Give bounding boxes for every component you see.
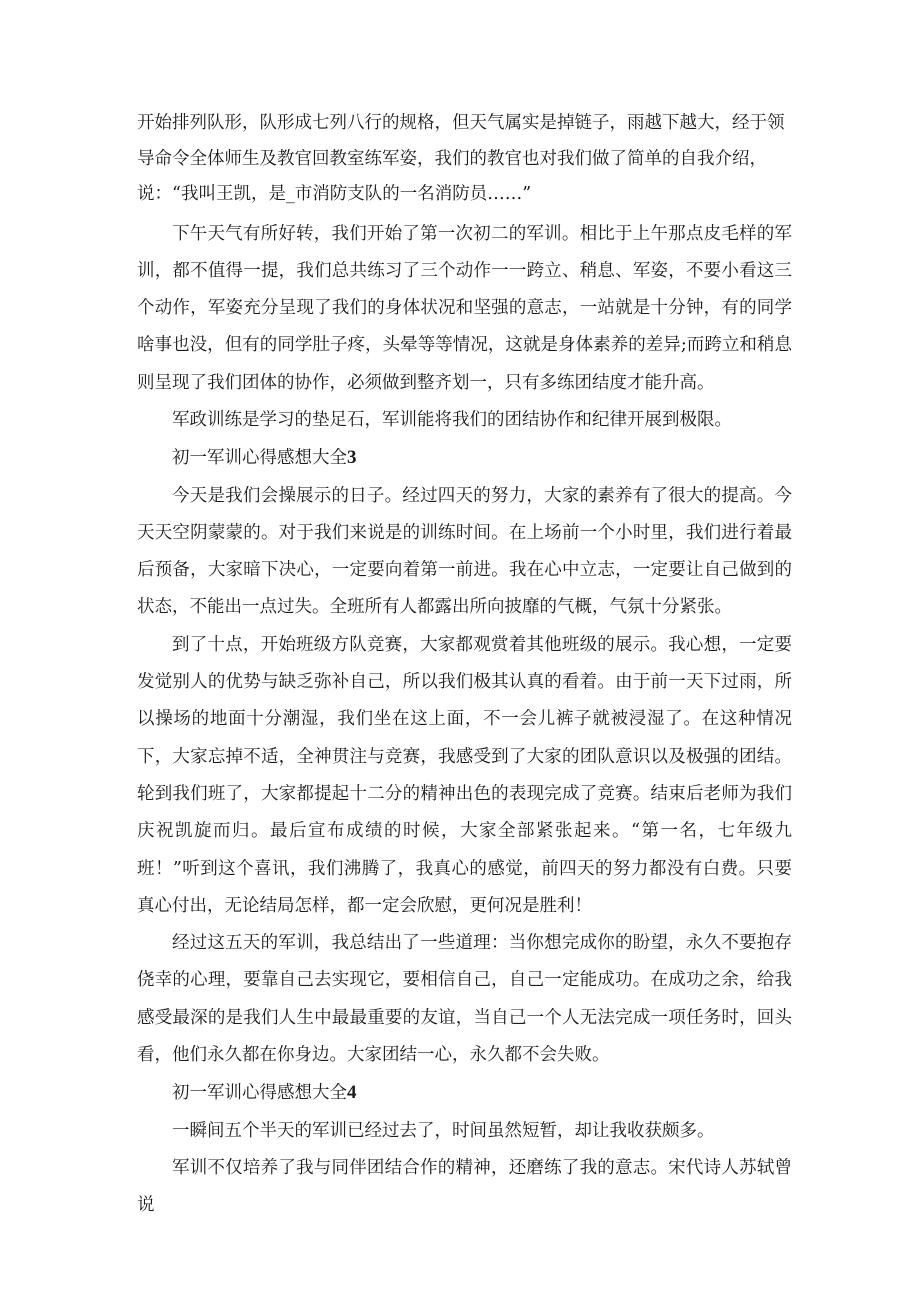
- document-body: [137, 106, 792, 1225]
- paragraph-teamwork: 军训不仅培养了我与同伴团结合作的精神，还磨练了我的意志。宋代诗人苏轼曾说: [137, 1157, 792, 1216]
- paragraph-competition: 到了十点，开始班级方队竞赛，大家都观赏着其他班级的展示。我心想，一定要发觉别人的优势与缺乏弥补自己，所以我们极其认真的看着。由于前一天下过雨，所以操场的地面十分潮湿，我们坐在这上面，不一会儿裤子就被浸湿了。在这种情况下，大家忘掉不适，全神贯注与竞赛，我感受到了大家的团队意识以及极强的团结。轮到我们班了，大家都提起十二分的精神出色的表现完成了竞赛。结束后老师为我们庆祝凯旋而归。最后宣布成绩的时候，大家全部紧张起来。“第一名，七年级九班！”听到这个喜讯，我们沸腾了，我真心的感觉，前四天的努力都没有白费。只要真心付出，无论结局怎样，都一定会欣慰，更何况是胜利！: [137, 634, 792, 916]
- section-heading-4: [137, 1074, 792, 1112]
- intro-line-3: 说：“我叫王凯，是_市消防支队的一名消防员……”: [137, 184, 532, 204]
- intro-line-1: 开始排列队形，队形成七列八行的规格，但天气属实是掉链子，雨越下越大，经于领: [137, 113, 785, 133]
- section-heading-4-number: 4: [347, 1082, 357, 1104]
- intro-line-2: 导命令全体师生及教官回教室练军姿，我们的教官也对我们做了简单的自我介绍，: [137, 148, 767, 169]
- paragraph-time-passed: 一瞬间五个半天的军训已经过去了，时间虽然短暂，却让我收获颇多。: [172, 1120, 715, 1141]
- paragraph-drill-day: 今天是我们会操展示的日子。经过四天的努力，大家的素养有了很大的提高。今天天空阴蒙蒙的。对于我们来说是的训练时间。在上场前一个小时里，我们进行着最后预备，大家暗下决心，一定要向着第一前进。我在心中立志，一定要让自己做到的状态，不能出一点过失。全班所有人都露出所向披靡的气概，气氛十分紧张。: [137, 485, 792, 618]
- section-heading-3-number: 3: [347, 447, 357, 469]
- paragraph-afternoon-training: 下午天气有所好转，我们开始了第一次初二的军训。相比于上午那点皮毛样的军训，都不值得一提，我们总共练习了三个动作一一跨立、稍息、军姿，不要小看这三个动作，军姿充分呈现了我们的身体状况和坚强的意志，一站就是十分钟，有的同学啥事也没，但有的同学肚子疼，头晕等等情况，这就是身体素养的差异;而跨立和稍息则呈现了我们团体的协作，必须做到整齐划一，只有多练团结度才能升高。: [137, 223, 792, 393]
- paragraph-military-foundation: 军政训练是学习的垫足石，军训能将我们的团结协作和纪律开展到极限。: [172, 409, 732, 430]
- section-heading-3: [137, 439, 792, 477]
- section-heading-4-text: 初一军训心得感想大全: [172, 1083, 347, 1104]
- paragraph-lessons: 经过这五天的军训，我总结出了一些道理：当你想完成你的盼望，永久不要抱存侥幸的心理，要靠自己去实现它，要相信自己，自己一定能成功。在成功之余，给我感受最深的是我们人生中最最重要的友谊，当自己一个人无法完成一项任务时，回头看，他们永久都在你身边。大家团结一心，永久都不会失败。: [137, 933, 792, 1066]
- section-heading-3-text: 初一军训心得感想大全: [172, 448, 347, 469]
